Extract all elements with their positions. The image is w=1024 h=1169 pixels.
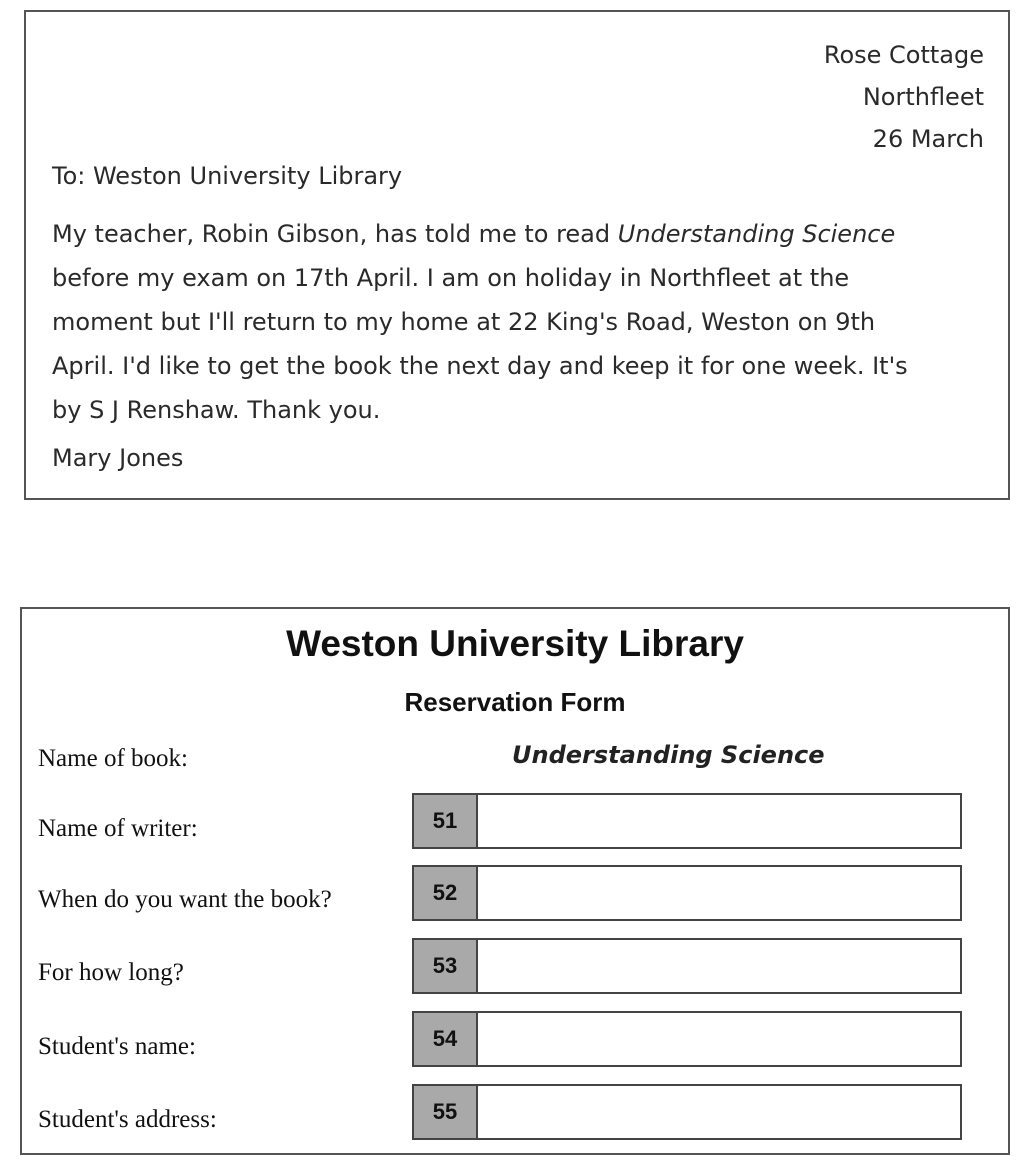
address-line: Rose Cottage	[823, 41, 984, 69]
book-name-value: Understanding Science	[512, 741, 825, 769]
form-subtitle: Reservation Form	[404, 687, 626, 717]
letter-body	[52, 212, 988, 432]
letter-line: by S J Renshaw. Thank you.	[52, 396, 381, 424]
answer-row-51	[412, 793, 962, 849]
student-address-label: Student's address:	[38, 1106, 217, 1133]
letter-box	[24, 10, 1010, 500]
answer-row-54	[412, 1011, 962, 1067]
writer-label: Name of writer:	[38, 815, 198, 842]
writer-answer-field[interactable]	[478, 795, 960, 847]
question-number: 51	[414, 795, 478, 847]
letter-line	[52, 212, 988, 256]
letter-date: 26 March	[872, 125, 984, 153]
letter-signature: Mary Jones	[52, 444, 184, 472]
reservation-form	[20, 607, 1010, 1155]
book-title-italic: Understanding Science	[617, 220, 896, 248]
letter-text: My teacher, Robin Gibson, has told me to read	[52, 220, 618, 248]
answer-row-53	[412, 938, 962, 994]
question-number: 53	[414, 940, 478, 992]
address-line: Northfleet	[862, 83, 984, 111]
letter-line: April. I'd like to get the book the next day and keep it for one week. It's	[52, 352, 908, 380]
how-long-answer-field[interactable]	[478, 940, 960, 992]
when-label: When do you want the book?	[38, 886, 332, 913]
letter-line: before my exam on 17th April. I am on holiday in Northfleet at the	[52, 264, 850, 292]
form-title: Weston University Library	[286, 623, 744, 664]
answer-row-52	[412, 865, 962, 921]
question-number: 55	[414, 1086, 478, 1138]
book-name-label: Name of book:	[38, 745, 188, 772]
when-answer-field[interactable]	[478, 867, 960, 919]
question-number: 52	[414, 867, 478, 919]
answer-row-55	[412, 1084, 962, 1140]
letter-recipient: To: Weston University Library	[52, 162, 403, 190]
student-name-label: Student's name:	[38, 1033, 196, 1060]
how-long-label: For how long?	[38, 959, 184, 986]
student-address-answer-field[interactable]	[478, 1086, 960, 1138]
sender-address	[824, 34, 984, 160]
question-number: 54	[414, 1013, 478, 1065]
student-name-answer-field[interactable]	[478, 1013, 960, 1065]
letter-line: moment but I'll return to my home at 22 King's Road, Weston on 9th	[52, 308, 876, 336]
